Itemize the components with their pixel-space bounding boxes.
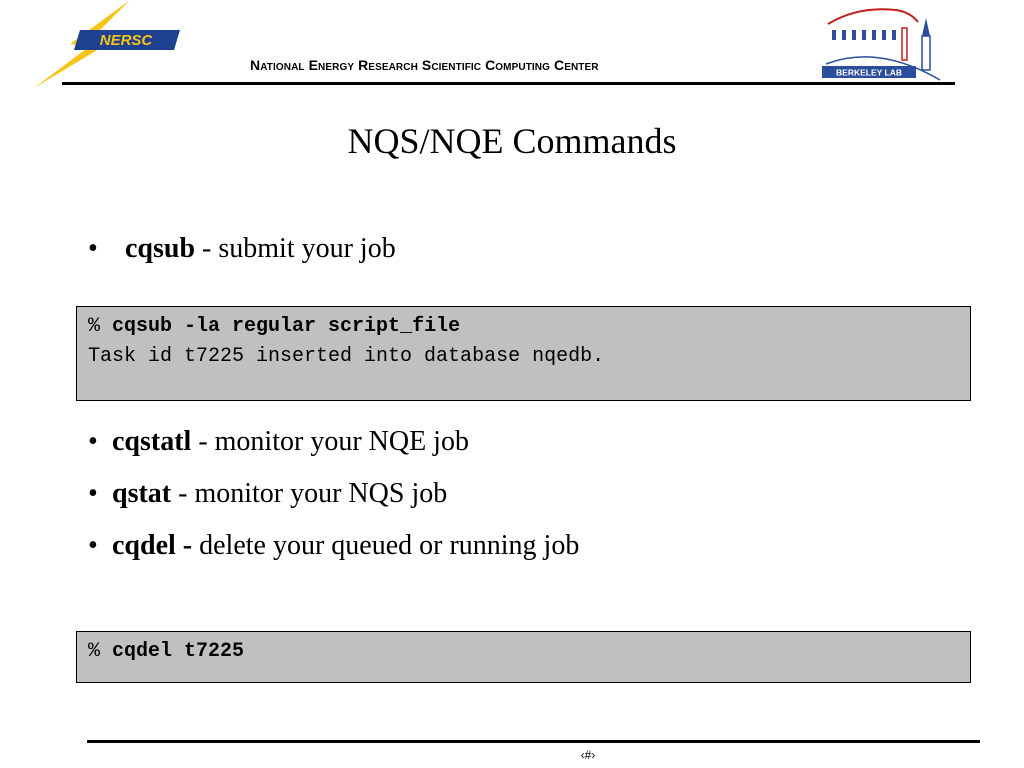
header-rule [62, 82, 955, 85]
shell-command: cqsub -la regular script_file [112, 315, 461, 338]
command-description: - monitor your NQE job [191, 426, 469, 457]
bullet-qstat [88, 478, 447, 510]
code-command-line [88, 637, 959, 667]
bullet-marker: • [88, 530, 98, 561]
shell-prompt: % [88, 640, 113, 663]
svg-text:NERSC: NERSC [99, 32, 153, 49]
code-output-line: Task id t7225 inserted into database nqedb. [88, 345, 605, 368]
shell-command: cqdel t7225 [112, 640, 245, 663]
code-block-cqsub [76, 306, 971, 401]
slide-title: NQS/NQE Commands [347, 121, 677, 161]
bullet-cqsub [88, 233, 396, 265]
code-command-line [88, 312, 959, 342]
command-name: qstat [112, 478, 172, 509]
command-name: cqdel - [112, 530, 193, 561]
page-number: ‹#› [580, 748, 596, 762]
bullet-cqdel [88, 530, 579, 562]
bullet-marker: • [88, 426, 98, 457]
bullet-cqstatl [88, 426, 469, 458]
command-description: - submit your job [195, 233, 396, 264]
nersc-logo [30, 0, 190, 92]
shell-prompt: % [88, 315, 113, 338]
bullet-marker: • [88, 478, 98, 509]
command-description: - monitor your NQS job [171, 478, 448, 509]
header-title: National Energy Research Scientific Computing Center [250, 57, 599, 73]
bullet-marker: • [88, 233, 98, 264]
svg-text:BERKELEY LAB: BERKELEY LAB [836, 67, 902, 78]
command-name: cqsub [125, 233, 196, 264]
command-description: delete your queued or running job [192, 530, 580, 561]
berkeley-lab-logo [818, 4, 948, 82]
code-block-cqdel [76, 631, 971, 683]
command-name: cqstatl [112, 426, 192, 457]
footer-rule [87, 740, 980, 743]
